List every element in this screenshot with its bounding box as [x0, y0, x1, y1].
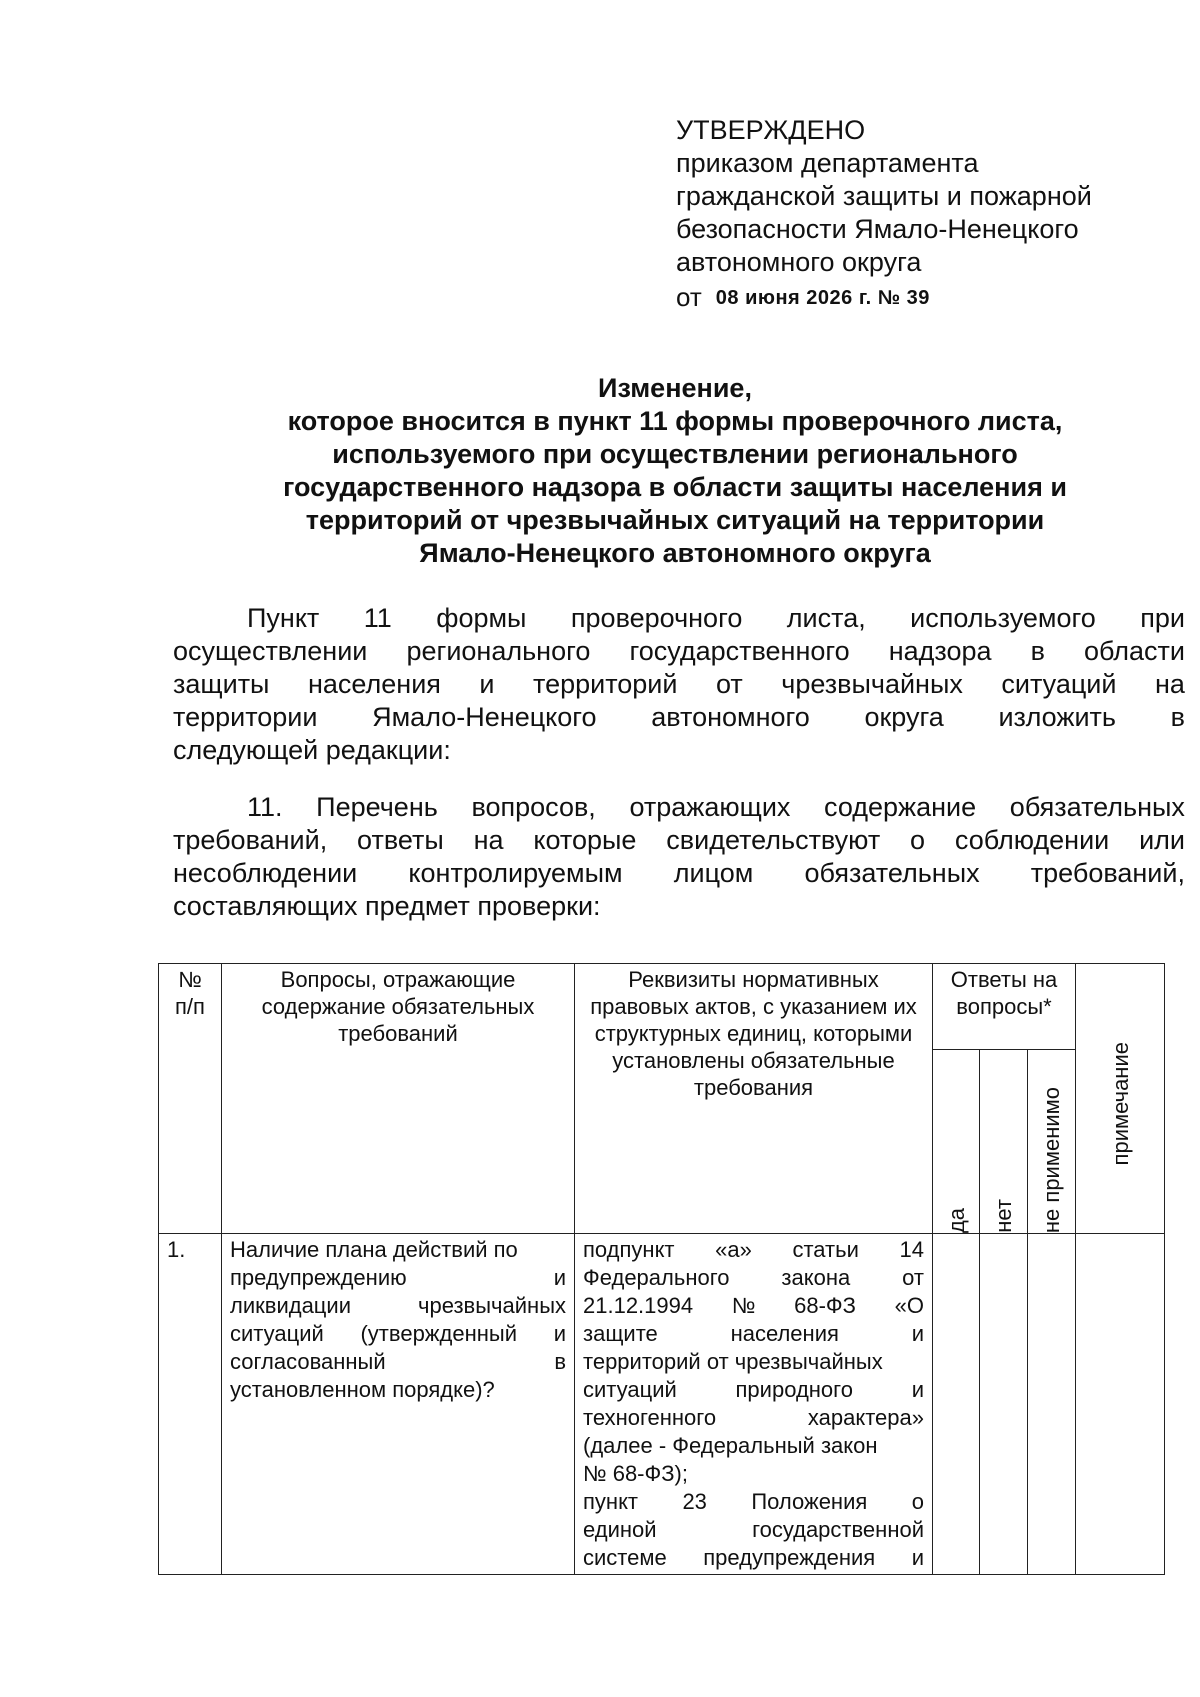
header-note: [1076, 964, 1165, 1234]
cell-line: ситуаций (утвержденный и: [230, 1321, 566, 1346]
cell-line: 21.12.1994 № 68-ФЗ «О: [583, 1293, 924, 1318]
header-yes: [933, 1050, 980, 1234]
title-line: Изменение,: [598, 373, 752, 403]
cell-line: системе предупреждения и: [583, 1545, 924, 1570]
cell-line: техногенного характера»: [583, 1405, 924, 1430]
cell-line: единой государственной: [583, 1517, 924, 1542]
header-yes-text: да: [943, 1207, 969, 1233]
paragraph-line: территории Ямало-Ненецкого автономного округа изложить в: [173, 702, 1185, 732]
title-line: которое вносится в пункт 11 формы проверочного листа,: [287, 406, 1063, 436]
row-num: 1.: [159, 1234, 222, 1575]
approval-date: 08 июня 2026 г. № 39: [715, 287, 930, 309]
title-line: Ямало-Ненецкого автономного округа: [419, 538, 931, 568]
paragraph-line: следующей редакции:: [173, 735, 451, 765]
header-na: [1028, 1050, 1076, 1234]
header-answers: Ответы на вопросы*: [933, 964, 1076, 1050]
title-line: территорий от чрезвычайных ситуаций на территории: [305, 505, 1045, 535]
header-note-text: примечание: [1107, 1041, 1133, 1166]
row-answer-yes[interactable]: [933, 1234, 980, 1575]
table-header-row: [159, 964, 1165, 1050]
cell-line: ситуаций природного и: [583, 1377, 924, 1402]
header-requisites: Реквизиты нормативных правовых актов, с указанием их структурных единиц, которыми установлены обязательные требования: [575, 964, 933, 1234]
approval-line: гражданской защиты и пожарной: [676, 181, 1092, 211]
header-no-text: нет: [991, 1199, 1016, 1233]
approval-heading: УТВЕРЖДЕНО: [676, 115, 866, 145]
paragraph-line: составляющих предмет проверки:: [173, 891, 601, 921]
cell-line: (далее - Федеральный закон: [583, 1433, 878, 1458]
approval-date-line: [676, 281, 1156, 315]
paragraph-line: несоблюдении контролируемым лицом обязательных требований,: [173, 858, 1185, 888]
cell-line: подпункт «а» статьи 14: [583, 1237, 924, 1262]
row-answer-na[interactable]: [1028, 1234, 1076, 1575]
paragraph-amendment: [173, 602, 1185, 767]
date-prefix: от: [676, 282, 702, 312]
approval-line: автономного округа: [676, 247, 922, 277]
header-na-text: не применимо: [1039, 1086, 1065, 1233]
row-question: [222, 1234, 575, 1575]
checklist-table: [158, 963, 1165, 1575]
approval-stamp: [676, 114, 1156, 315]
paragraph-item-11: [173, 791, 1185, 923]
cell-line: Федерального закона от: [583, 1265, 924, 1290]
cell-line: ликвидации чрезвычайных: [230, 1293, 566, 1318]
paragraph-line: защиты населения и территорий от чрезвычайных ситуаций на: [173, 669, 1185, 699]
cell-line: защите населения и: [583, 1321, 924, 1346]
row-answer-no[interactable]: [980, 1234, 1028, 1575]
header-num: № п/п: [159, 964, 222, 1234]
cell-line: пункт 23 Положения о: [583, 1489, 924, 1514]
cell-line: № 68-ФЗ);: [583, 1461, 688, 1486]
paragraph-line: 11. Перечень вопросов, отражающих содержание обязательных: [247, 792, 1185, 822]
row-note[interactable]: [1076, 1234, 1165, 1575]
header-no: [980, 1050, 1028, 1234]
paragraph-line: осуществлении регионального государственного надзора в области: [173, 636, 1185, 666]
document-title: [160, 372, 1190, 570]
paragraph-line: Пункт 11 формы проверочного листа, используемого при: [247, 603, 1185, 633]
header-question: Вопросы, отражающие содержание обязательных требований: [222, 964, 575, 1234]
paragraph-line: требований, ответы на которые свидетельствуют о соблюдении или: [173, 825, 1185, 855]
cell-line: предупреждению и: [230, 1265, 566, 1290]
approval-line: приказом департамента: [676, 148, 979, 178]
cell-line: территорий от чрезвычайных: [583, 1349, 883, 1374]
cell-line: установленном порядке)?: [230, 1377, 495, 1402]
approval-line: безопасности Ямало-Ненецкого: [676, 214, 1079, 244]
cell-line: согласованный в: [230, 1349, 566, 1374]
title-line: используемого при осуществлении регионального: [332, 439, 1018, 469]
title-line: государственного надзора в области защиты населения и: [283, 472, 1067, 502]
cell-line: Наличие плана действий по: [230, 1237, 518, 1262]
table-row: [159, 1234, 1165, 1575]
row-requisites: [575, 1234, 933, 1575]
